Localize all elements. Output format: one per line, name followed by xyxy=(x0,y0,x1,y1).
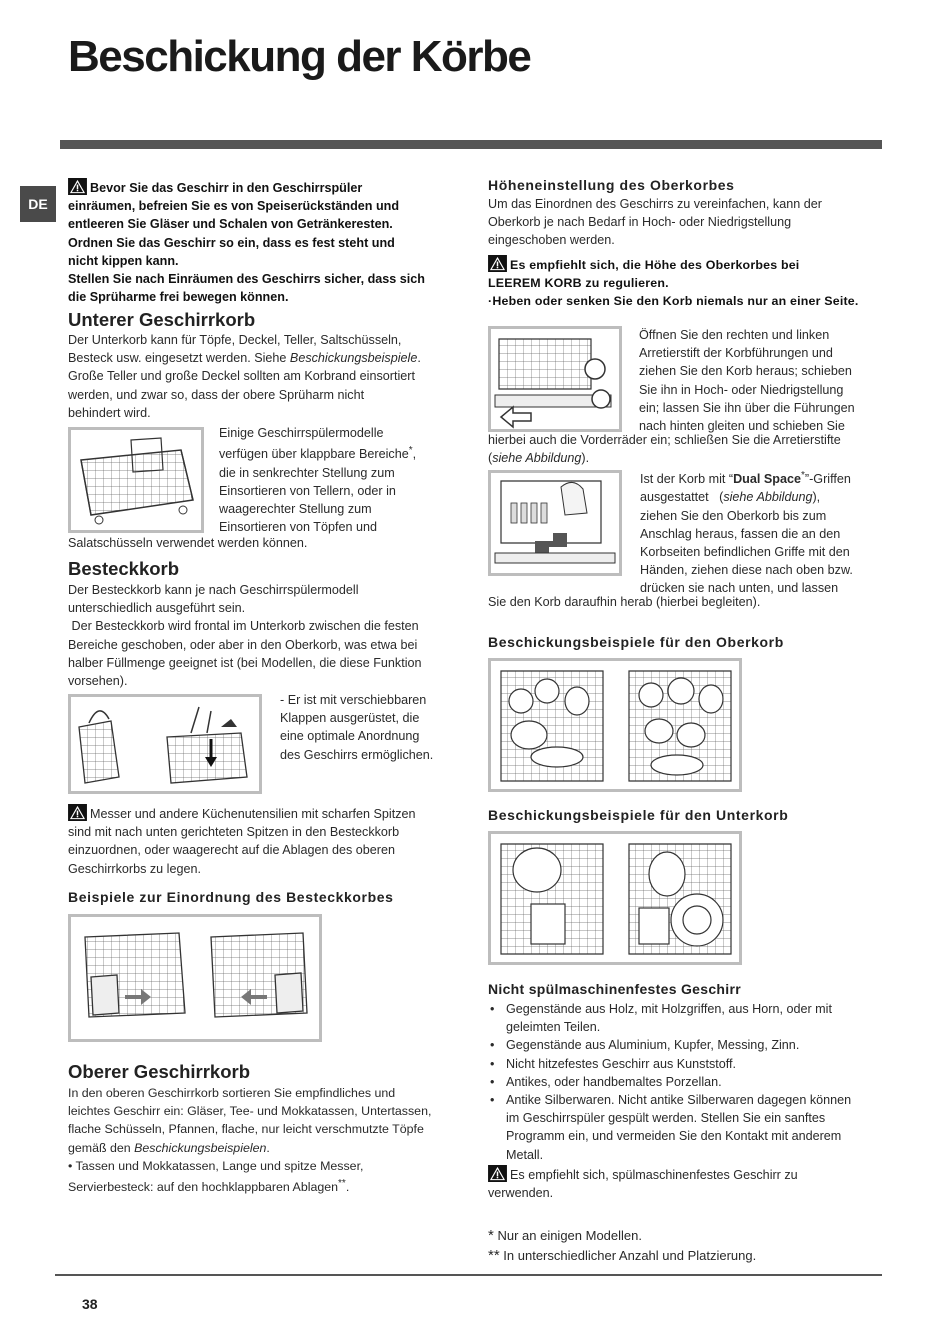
warning-icon xyxy=(488,255,507,272)
nicht-list xyxy=(488,1000,880,1164)
heading-hoehe: Höheneinstellung des Oberkorbes xyxy=(488,177,735,193)
list-item: • Antikes, oder handbemaltes Porzellan. xyxy=(488,1073,880,1091)
unterer-text: Der Unterkorb kann für Töpfe, Deckel, Teller, Saltschüsseln, Besteck usw. eingesetzt werden. Siehe Beschickungsbeispiele. Große Teller und große Deckel sollten am Korbrand einsortiert werden, und zwar so, dass der obere Sprüharm nicht behindert wird. xyxy=(68,333,421,420)
height-adjust-figure-1 xyxy=(488,326,622,432)
hoehe-side-end-2: Sie den Korb daraufhin herab (hierbei begleiten). xyxy=(488,595,761,609)
hoehe-side-text-1: Öffnen Sie den rechten und linken Arretierstift der Korbführungen und ziehen Sie den Korb heraus; schieben Sie ihn in Hoch- oder Niedrigstellung ein; lassen Sie ihn über die Führungen nach hinten gleiten und schieben Sie xyxy=(639,328,855,434)
heading-beispiele-ober: Beschickungsbeispiele für den Oberkorb xyxy=(488,634,784,650)
cutlery-examples-figure xyxy=(68,914,322,1042)
heading-besteck-examples: Beispiele zur Einordnung des Besteckkorbes xyxy=(68,889,394,905)
besteck-text: Der Besteckkorb kann je nach Geschirrspülermodell unterschiedlich ausgeführt sein. Der Besteckkorb wird frontal im Unterkorb zwischen die festen Bereiche geschoben, oder aber in den Oberkorb, was etwa bei halber Füllmenge geeignet ist (bei Modellen, die diese Funktion vorsehen). xyxy=(68,583,422,689)
oberer-text: In den oberen Geschirrkorb sortieren Sie empfindliches und leichtes Geschirr ein: Gläser, Tee- und Mokkatassen, Untertassen, flache Schüsseln, Pfannen, flache, nur leicht verschmutzte Töpfe gemäß den Beschickungsbeispielen. • Tassen und Mokkatassen, Lange und spitze Messer, Servierbesteck: auf den hochklappbaren Ablagen**. xyxy=(68,1086,432,1195)
heading-beispiele-unter: Beschickungsbeispiele für den Unterkorb xyxy=(488,807,789,823)
cutlery-basket-figure xyxy=(68,694,262,794)
besteck-warning: Messer und andere Küchenutensilien mit scharfen Spitzen sind mit nach unten gerichteten Spitzen in den Besteckkorb einzuordnen, oder waagerecht auf die Ablagen des oberen Geschirrkorbs zu legen. xyxy=(68,804,453,878)
footer-divider xyxy=(55,1274,882,1276)
heading-besteck: Besteckkorb xyxy=(68,558,180,579)
warning-icon xyxy=(68,804,87,821)
unterer-side-text: Einige Geschirrspülermodelle verfügen über klappbare Bereiche*, die in senkrechter Stellung zum Einsortieren von Tellern, oder in waagerechter Stellung zum Einsortieren von Töpfen und xyxy=(219,426,417,535)
list-item: • Gegenstände aus Aluminium, Kupfer, Messing, Zinn. xyxy=(488,1036,880,1054)
warning-icon xyxy=(488,1165,507,1182)
hoehe-text: Um das Einordnen des Geschirrs zu vereinfachen, kann der Oberkorb je nach Bedarf in Hoch- oder Niedrigstellung eingeschoben werden. xyxy=(488,197,822,248)
list-item: • Nicht hitzefestes Geschirr aus Kunststoff. xyxy=(488,1055,880,1073)
page-title: Beschickung der Körbe xyxy=(68,32,531,81)
heading-nicht: Nicht spülmaschinenfestes Geschirr xyxy=(488,981,741,997)
lower-basket-figure xyxy=(68,427,204,533)
footnote-2: ** In unterschiedlicher Anzahl und Platzierung. xyxy=(488,1247,757,1264)
list-item: • Antike Silberwaren. Nicht antike Silberwaren dagegen können im Geschirrspüler gespült werden. Stellen Sie ein sanftes Programm ein, und vermeiden Sie den Kontakt mit anderem Metall. xyxy=(488,1091,880,1164)
heading-unterer: Unterer Geschirrkorb xyxy=(68,309,256,330)
intro-warning: Bevor Sie das Geschirr in den Geschirrspüler einräumen, befreien Sie es von Speiserückständen und entleeren Sie Gläser und Schalen von Getränkeresten. Ordnen Sie das Geschirr so ein, dass es fest steht und nicht kippen kann. Stellen Sie nach Einräumen des Geschirrs sicher, dass sich die Sprüharme frei bewegen können. xyxy=(68,178,453,306)
footnote-1: * Nur an einigen Modellen. xyxy=(488,1227,642,1244)
lower-basket-examples-figure xyxy=(488,831,742,965)
footnotes xyxy=(488,1226,880,1266)
upper-basket-examples-figure xyxy=(488,658,742,792)
language-tab: DE xyxy=(20,186,56,222)
header-bar xyxy=(60,140,882,149)
besteck-side-text: - Er ist mit verschiebbaren Klappen ausgerüstet, die eine optimale Anordnung des Geschirrs ermöglichen. xyxy=(280,693,434,762)
warning-icon xyxy=(68,178,87,195)
hoehe-side-end-1: hierbei auch die Vorderräder ein; schließen Sie die Arretierstifte (siehe Abbildung). xyxy=(488,433,841,466)
hoehe-warning: Es empfiehlt sich, die Höhe des Oberkorbes bei LEEREM KORB zu regulieren. ·Heben oder senken Sie den Korb niemals nur an einer Seite. xyxy=(488,255,880,311)
unterer-side-end: Salatschüsseln verwendet werden können. xyxy=(68,536,308,550)
dual-space-figure xyxy=(488,470,622,576)
hoehe-side-text-2: Ist der Korb mit “Dual Space*”-Griffen ausgestattet (siehe Abbildung), ziehen Sie den Oberkorb bis zum Anschlag heraus, fassen die an den Korbseiten befindlichen Griffe mit den Händen, ziehen diese nach oben bzw. drücken sie nach unten, und lassen xyxy=(640,470,853,596)
list-item: • Gegenstände aus Holz, mit Holzgriffen, aus Horn, oder mit geleimten Teilen. xyxy=(488,1000,880,1036)
page-number: 38 xyxy=(82,1296,98,1312)
heading-oberer: Oberer Geschirrkorb xyxy=(68,1061,250,1082)
nicht-warning: Es empfiehlt sich, spülmaschinenfestes Geschirr zu verwenden. xyxy=(488,1165,880,1202)
